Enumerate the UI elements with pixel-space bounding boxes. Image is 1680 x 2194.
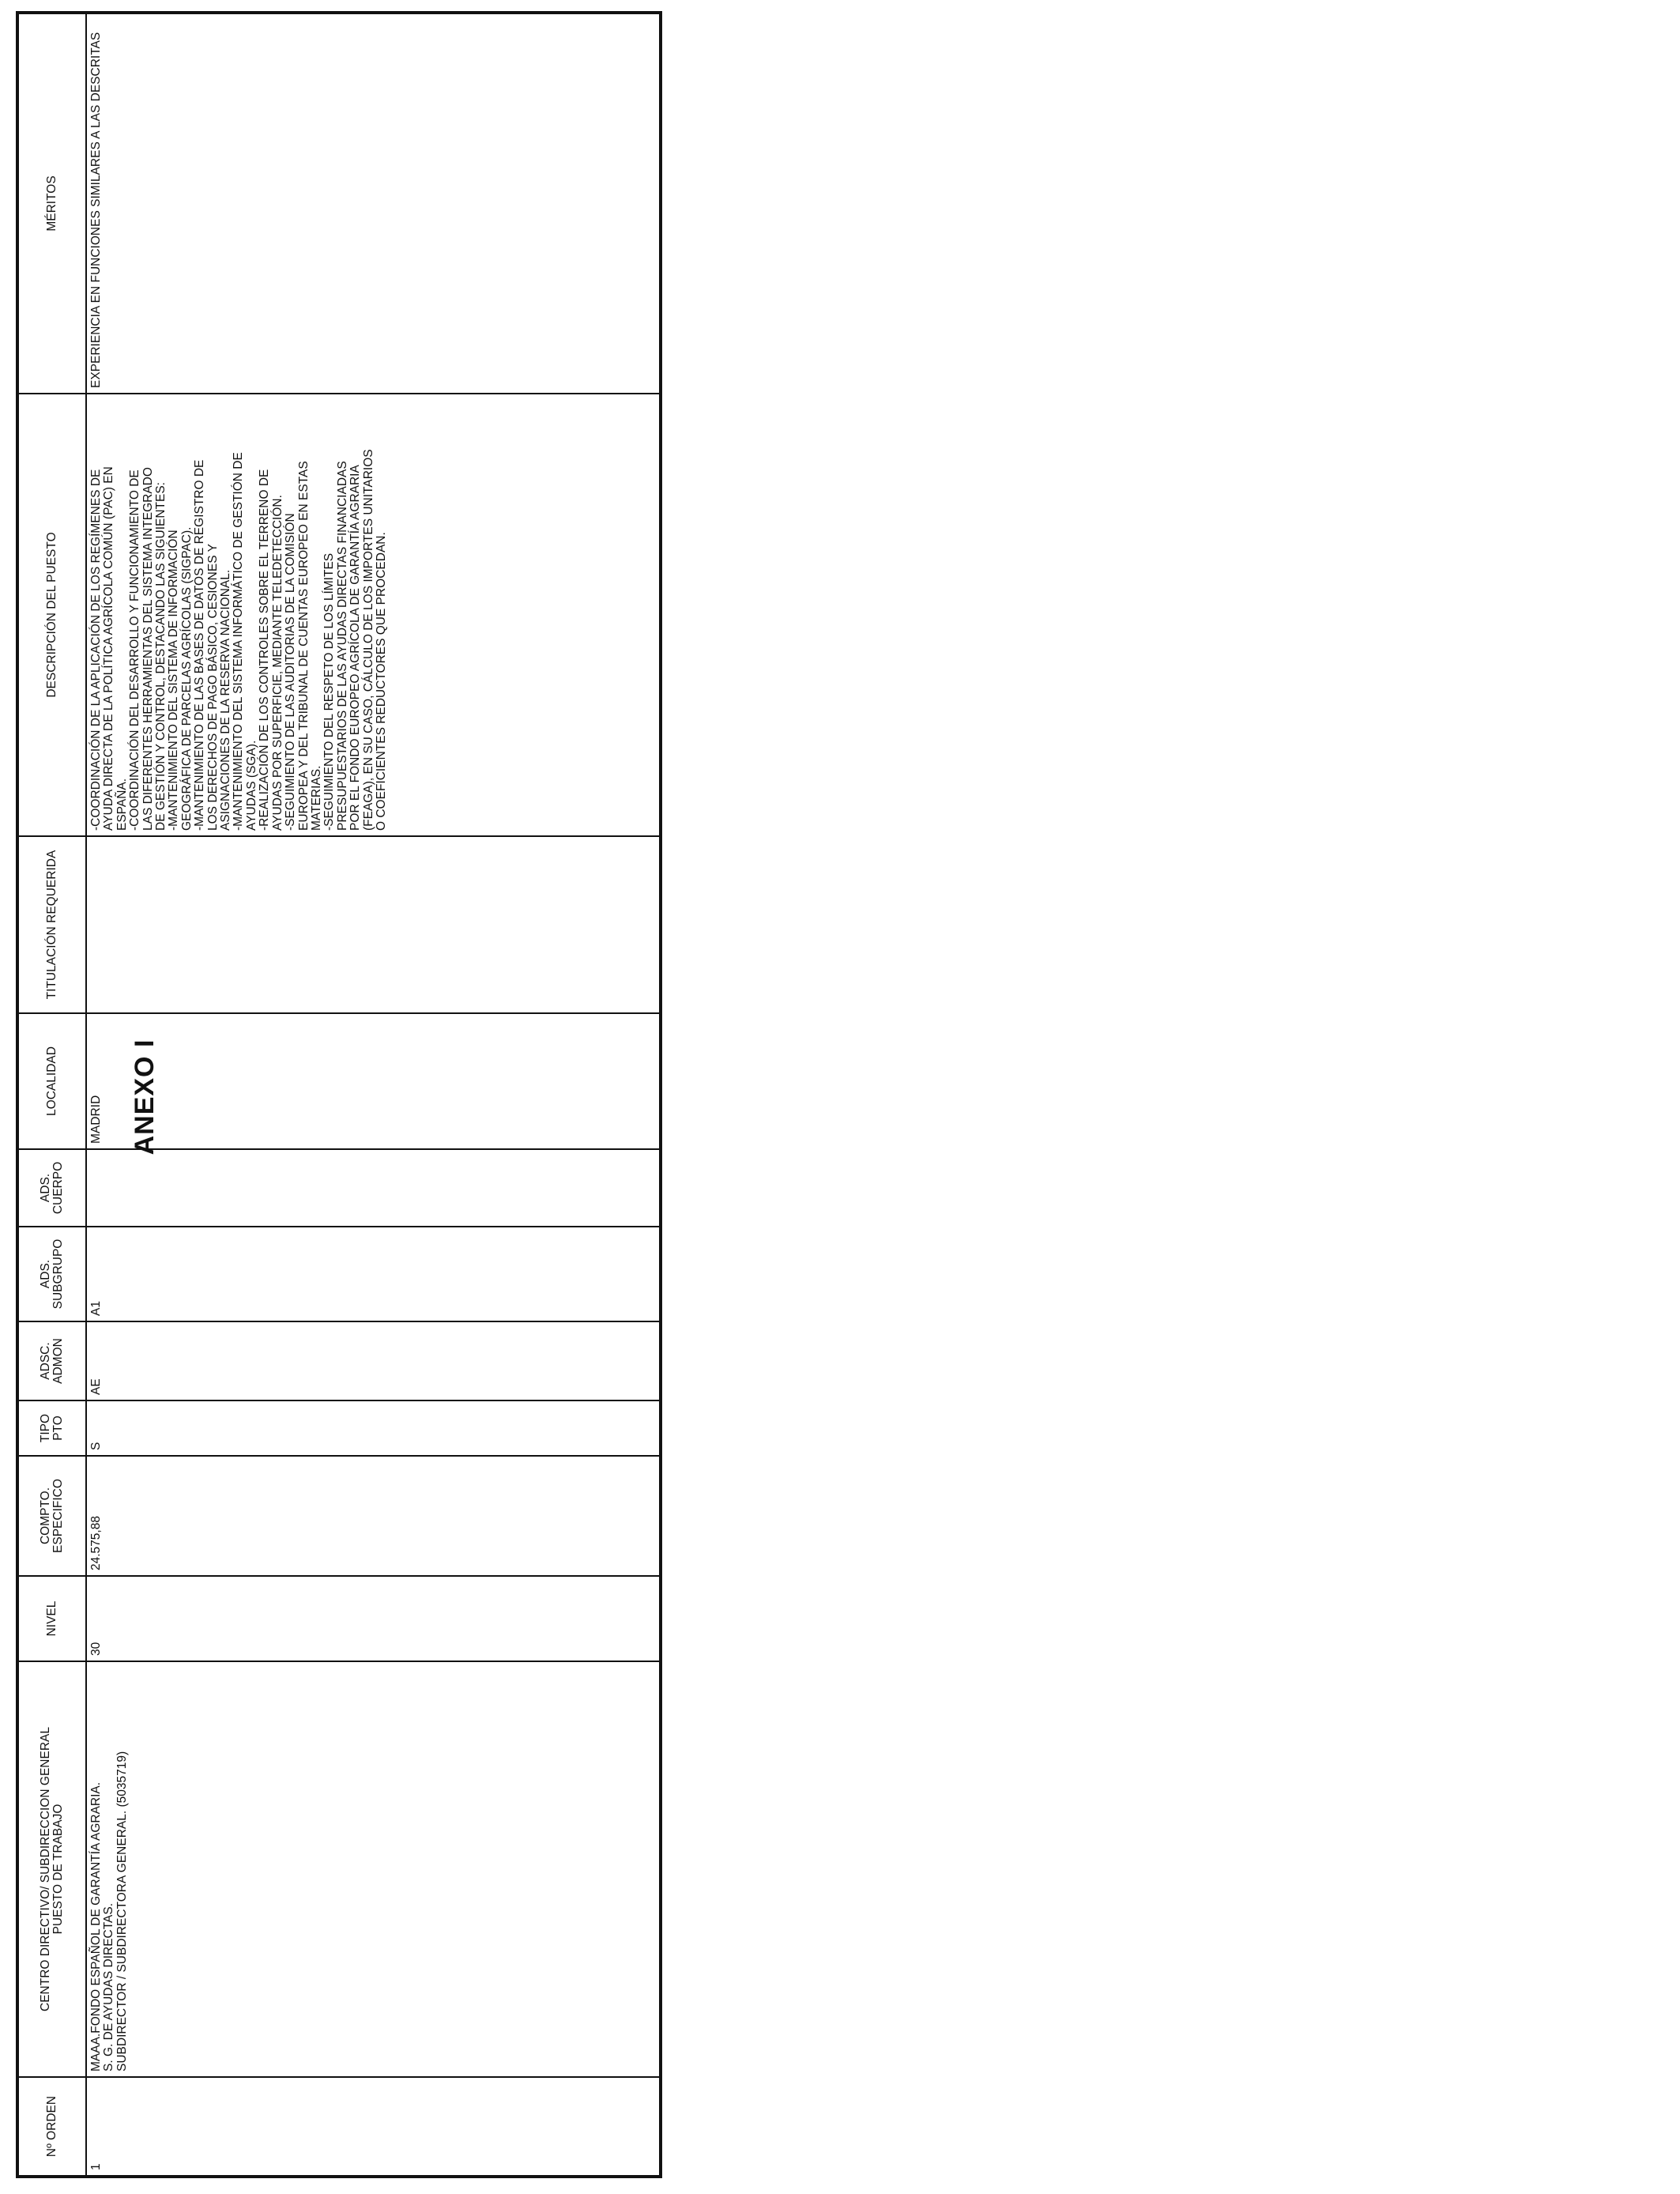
cell-compto: 24.575,88: [86, 1456, 661, 1576]
header-orden: Nº ORDEN: [17, 2077, 86, 2177]
header-descripcion: DESCRIPCIÓN DEL PUESTO: [17, 394, 86, 836]
cell-subgrupo: A1: [86, 1227, 661, 1321]
cell-tipo: S: [86, 1400, 661, 1456]
cell-centro: MAAA.FONDO ESPAÑOL DE GARANTÍA AGRARIA. S. G. DE AYUDAS DIRECTAS. SUBDIRECTOR / SUBDIRECTORA GENERAL. (5035719): [86, 1661, 661, 2077]
table-row: [86, 13, 661, 2177]
cell-localidad: MADRID: [86, 1013, 661, 1149]
header-localidad: LOCALIDAD: [17, 1013, 86, 1149]
page-title: ANEXO I: [130, 1039, 160, 1155]
cell-meritos: EXPERIENCIA EN FUNCIONES SIMILARES A LAS DESCRITAS: [86, 13, 661, 394]
header-compto: COMPTO. ESPECIFICO: [17, 1456, 86, 1576]
header-subgrupo: ADS. SUBGRUPO: [17, 1227, 86, 1321]
header-meritos: MÉRITOS: [17, 13, 86, 394]
header-cuerpo: ADS. CUERPO: [17, 1149, 86, 1227]
header-titulacion: TITULACIÓN REQUERIDA: [17, 836, 86, 1013]
header-tipo: TIPO PTO: [17, 1400, 86, 1456]
header-row: [17, 13, 86, 2177]
annex-table: [16, 11, 662, 2178]
header-nivel: NIVEL: [17, 1576, 86, 1661]
cell-orden: 1: [86, 2077, 661, 2177]
cell-adsc: AE: [86, 1321, 661, 1400]
header-centro: CENTRO DIRECTIVO/ SUBDIRECCION GENERAL PUESTO DE TRABAJO: [17, 1661, 86, 2077]
cell-descripcion: -COORDINACIÓN DE LA APLICACIÓN DE LOS REGÍMENES DE AYUDA DIRECTA DE LA POLÍTICA AGRÍCOLA COMÚN (PAC) EN ESPAÑA. -COORDINACIÓN DEL DESARROLLO Y FUNCIONAMIENTO DE LAS DIFERENTES HERRAMIENTAS DEL SISTEMA INTEGRADO DE GESTIÓN Y CONTROL, DESTACANDO LAS SIGUIENTES: -MANTENIMIENTO DEL SISTEMA DE INFORMACIÓN GEOGRÁFICA DE PARCELAS AGRÍCOLAS (SIGPAC). -MANTENIMIENTO DE LAS BASES DE DATOS DE REGISTRO DE LOS DERECHOS DE PAGO BÁSICO, CESIONES Y ASIGNACIONES DE LA RESERVA NACIONAL. -MANTENIMIENTO DEL SISTEMA INFORMÁTICO DE GESTIÓN DE AYUDAS (SGA). -REALIZACIÓN DE LOS CONTROLES SOBRE EL TERRENO DE AYUDAS POR SUPERFICIE, MEDIANTE TELEDETECCIÓN. -SEGUIMIENTO DE LAS AUDITORIAS DE LA COMISIÓN EUROPEA Y DEL TRIBUNAL DE CUENTAS EUROPEO EN ESTAS MATERIAS. -SEGUIMIENTO DEL RESPETO DE LOS LÍMITES PRESUPUESTARIOS DE LAS AYUDAS DIRECTAS FINANCIADAS POR EL FONDO EUROPEO AGRÍCOLA DE GARANTÍA AGRARIA (FEAGA), EN SU CASO, CÁLCULO DE LOS IMPORTES UNITARIOS O COEFICIENTES REDUCTORES QUE PROCEDAN.: [86, 394, 661, 836]
cell-nivel: 30: [86, 1576, 661, 1661]
header-adsc-admon: ADSC. ADMON: [17, 1321, 86, 1400]
cell-cuerpo: [86, 1149, 661, 1227]
cell-titulacion: [86, 836, 661, 1013]
